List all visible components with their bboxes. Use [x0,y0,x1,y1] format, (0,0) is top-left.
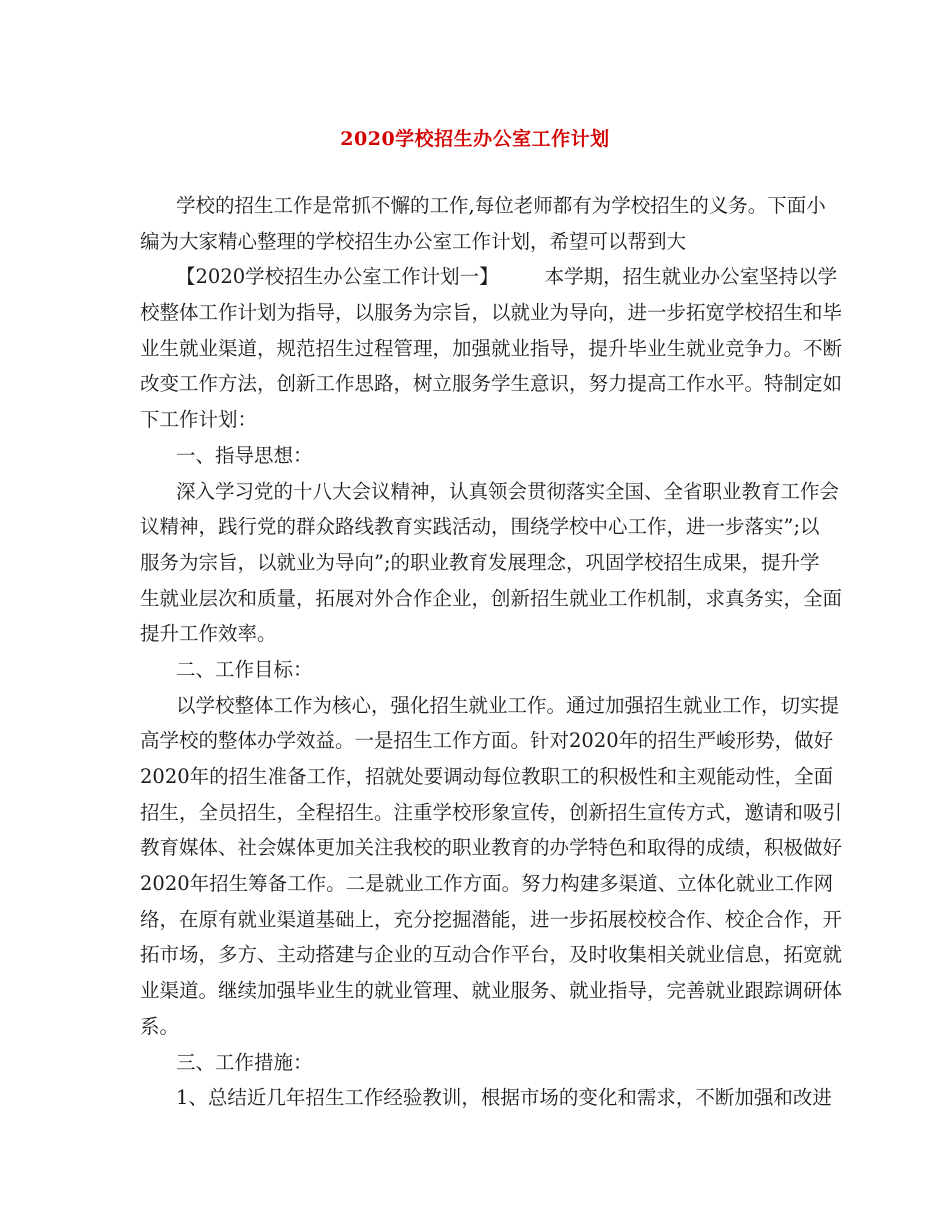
paragraph-line: 深入学习党的十八大会议精神，认真领会贯彻落实全国、全省职业教育工作会 [176,479,840,503]
paragraph-line: 提升工作效率。 [140,622,277,646]
paragraph-line: 络，在原有就业渠道基础上，充分挖掘潜能，进一步拓展校校合作、校企合作，开 [140,907,843,931]
paragraph-text: 本学期，招生就业办公室坚持以学 [544,265,838,289]
section-heading: 二、工作目标： [176,657,313,681]
paragraph-line: 招生，全员招生，全程招生。注重学校形象宣传，创新招生宣传方式，邀请和吸引 [140,800,843,824]
paragraph-line: 下工作计划： [140,408,258,432]
paragraph-line: 改变工作方法，创新工作思路，树立服务学生意识，努力提高工作水平。特制定如 [140,372,843,396]
paragraph-line: 学校的招生工作是常抓不懈的工作,每位老师都有为学校招生的义务。下面小 [176,194,826,217]
paragraph-line: 议精神，践行党的群众路线教育实践活动，围绕学校中心工作，进一步落实”;以 [140,515,820,539]
paragraph-line: 系。 [140,1014,180,1038]
paragraph-line: 高学校的整体办学效益。一是招生工作方面。针对2020年的招生严峻形势，做好 [140,729,834,753]
document-title: 2020学校招生办公室工作计划 [340,128,610,150]
section-heading: 三、工作措施： [176,1050,313,1074]
document-body [140,188,843,1116]
section-heading: 【2020学校招生办公室工作计划一】 [176,265,499,289]
paragraph-line: 业生就业渠道，规范招生过程管理，加强就业指导，提升毕业生就业竞争力。不断 [140,336,843,360]
paragraph-line [140,259,838,295]
paragraph-line: 服务为宗旨，以就业为导向”;的职业教育发展理念，巩固学校招生成果，提升学 [140,550,820,574]
paragraph-line: 校整体工作计划为指导，以服务为宗旨，以就业为导向，进一步拓宽学校招生和毕 [140,301,843,325]
paragraph-line: 1、总结近几年招生工作经验教训，根据市场的变化和需求，不断加强和改进 [176,1086,832,1110]
paragraph-line: 教育媒体、社会媒体更加关注我校的职业教育的办学特色和取得的成绩，积极做好 [140,836,843,860]
section-heading: 一、指导思想： [176,443,313,467]
paragraph-line: 编为大家精心整理的学校招生办公室工作计划，希望可以帮到大 [140,229,687,253]
paragraph-line: 拓市场，多方、主动搭建与企业的互动合作平台，及时收集相关就业信息，拓宽就 [140,943,843,967]
paragraph-line: 以学校整体工作为核心，强化招生就业工作。通过加强招生就业工作，切实提 [176,693,840,717]
paragraph-line: 业渠道。继续加强毕业生的就业管理、就业服务、就业指导，完善就业跟踪调研体 [140,979,843,1003]
paragraph-line: 2020年的招生准备工作，招就处要调动每位教职工的积极性和主观能动性，全面 [140,765,834,788]
paragraph-line: 2020年招生筹备工作。二是就业工作方面。努力构建多渠道、立体化就业工作网 [140,872,834,896]
paragraph-line: 生就业层次和质量，拓展对外合作企业，创新招生就业工作机制，求真务实，全面 [140,586,843,610]
